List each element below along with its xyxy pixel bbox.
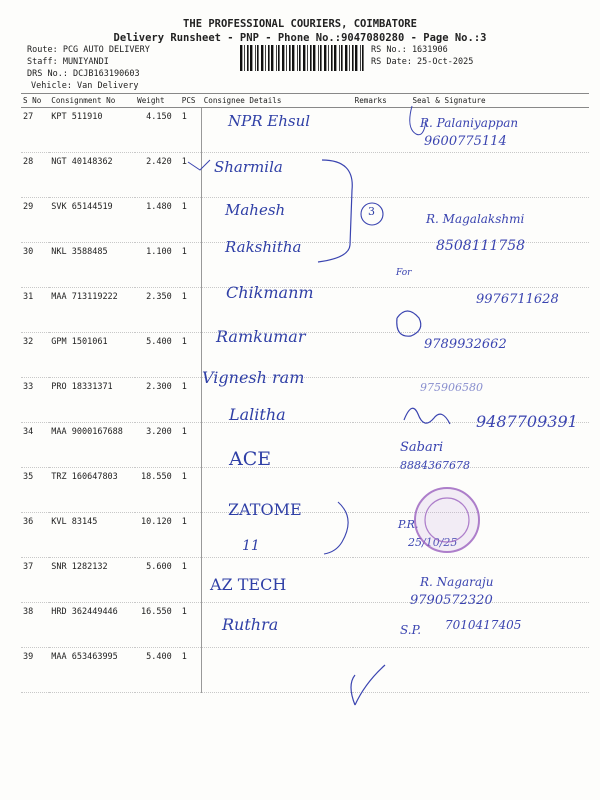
handwritten-consignee: Lalitha: [229, 405, 286, 424]
handwritten-phone: 8508111758: [436, 238, 526, 254]
bracket-stroke: [324, 502, 348, 554]
row-weight: 10.120: [135, 513, 180, 558]
handwritten-phone: 9600775114: [424, 134, 507, 149]
pen-check: [188, 160, 210, 170]
col-consignment: Consignment No: [49, 94, 135, 108]
row-pcs: 1: [180, 243, 202, 288]
col-weight: Weight: [135, 94, 180, 108]
row-sno: 27: [21, 108, 49, 153]
row-pcs: 1: [180, 603, 202, 648]
row-pcs: 1: [180, 558, 202, 603]
company-title: THE PROFESSIONAL COURIERS, COIMBATORE: [183, 18, 417, 30]
row-consignment-no: NGT 40148362: [49, 153, 135, 198]
row-pcs: 1: [180, 198, 202, 243]
handwritten-signature: R. Palaniyappan: [420, 116, 519, 130]
handwritten-consignee: NPR Ehsul: [228, 112, 311, 130]
row-consignment-no: MAA 713119222: [49, 288, 135, 333]
row-sno: 31: [21, 288, 49, 333]
drs-number: DRS No.: DCJB163190603: [27, 69, 140, 79]
handwritten-signature: P.R.: [398, 518, 419, 531]
handwritten-phone: 9790572320: [410, 593, 493, 608]
row-consignment-no: MAA 9000167688: [49, 423, 135, 468]
row-consignment-no: SVK 65144519: [49, 198, 135, 243]
row-consignment-no: KPT 511910: [49, 108, 135, 153]
bracket-count-note: 3: [368, 205, 375, 218]
row-pcs: 1: [180, 288, 202, 333]
rs-number: RS No.: 1631906: [371, 45, 448, 55]
row-weight: 18.550: [135, 468, 180, 513]
row-pcs: 1: [180, 648, 202, 693]
row-consignment-no: HRD 362449446: [49, 603, 135, 648]
row-weight: 4.150: [135, 108, 180, 153]
row-consignment-no: PRO 18331371: [49, 378, 135, 423]
handwritten-phone: 9789932662: [424, 337, 507, 352]
handwritten-phone: 7010417405: [445, 618, 522, 632]
row-sno: 35: [21, 468, 49, 513]
row-pcs: 1: [180, 153, 202, 198]
handwritten-note: For: [396, 268, 412, 278]
rs-date: RS Date: 25-Oct-2025: [371, 57, 474, 67]
row-sno: 28: [21, 153, 49, 198]
row-sno: 36: [21, 513, 49, 558]
row-pcs: 1: [180, 378, 202, 423]
handwritten-phone: 9487709391: [476, 412, 578, 431]
handwritten-phone: 8884367678: [400, 459, 470, 472]
row-weight: 2.420: [135, 153, 180, 198]
row-consignment-no: MAA 653463995: [49, 648, 135, 693]
scribble-mark: [397, 311, 421, 336]
handwritten-consignee: Sharmila: [214, 158, 283, 176]
row-sno: 30: [21, 243, 49, 288]
col-seal-signature: Seal & Signature: [410, 94, 589, 108]
handwritten-signature: R. Magalakshmi: [426, 212, 525, 226]
handwritten-signature: Sabari: [400, 440, 444, 455]
col-pcs: PCS: [180, 94, 202, 108]
col-consignee: Consignee Details: [202, 94, 353, 108]
row-weight: 5.400: [135, 648, 180, 693]
row-consignment-no: SNR 1282132: [49, 558, 135, 603]
row-sno: 32: [21, 333, 49, 378]
vehicle-label: Vehicle: Van Delivery: [31, 81, 139, 91]
handwritten-phone: 975906580: [420, 381, 483, 394]
handwritten-consignee: Vignesh ram: [202, 368, 305, 387]
handwritten-consignee: Chikmanm: [226, 283, 314, 302]
company-stamp: [415, 488, 479, 552]
scribble-mark: [410, 106, 426, 135]
handwritten-consignee: ACE: [229, 448, 272, 470]
bracket-count-circle: [361, 203, 383, 225]
handwritten-signature: S.P.: [400, 623, 422, 637]
row-weight: 2.300: [135, 378, 180, 423]
row-sno: 34: [21, 423, 49, 468]
handwritten-consignee: Ruthra: [222, 615, 279, 634]
handwritten-consignee: ZATOME: [228, 500, 302, 519]
consignee-bracket: [318, 160, 352, 262]
row-pcs: 1: [180, 468, 202, 513]
scribble-mark: [404, 408, 450, 424]
row-sno: 38: [21, 603, 49, 648]
handwritten-date: 25/10/25: [408, 536, 458, 549]
handwritten-consignee: AZ TECH: [210, 575, 287, 594]
handwritten-consignee: Mahesh: [225, 201, 286, 219]
handwritten-signature: R. Nagaraju: [420, 575, 494, 589]
row-weight: 2.350: [135, 288, 180, 333]
row-sno: 37: [21, 558, 49, 603]
row-consignment-no: NKL 3588485: [49, 243, 135, 288]
staff-label: Staff: MUNIYANDI: [27, 57, 109, 67]
row-weight: 3.200: [135, 423, 180, 468]
row-pcs: 1: [180, 108, 202, 153]
row-weight: 5.600: [135, 558, 180, 603]
row-consignment-no: TRZ 160647803: [49, 468, 135, 513]
col-remarks: Remarks: [353, 94, 411, 108]
row-weight: 1.480: [135, 198, 180, 243]
row-sno: 39: [21, 648, 49, 693]
row-consignment-no: KVL 83145: [49, 513, 135, 558]
row-sno: 29: [21, 198, 49, 243]
row-pcs: 1: [180, 513, 202, 558]
handwritten-consignee: 11: [242, 538, 260, 554]
handwritten-phone: 9976711628: [476, 292, 559, 307]
tick-mark: [351, 665, 385, 705]
col-sno: S No: [21, 94, 49, 108]
row-pcs: 1: [180, 333, 202, 378]
row-consignment-no: GPM 1501061: [49, 333, 135, 378]
runsheet-title: Delivery Runsheet - PNP - Phone No.:9047080280 - Page No.:3: [113, 32, 487, 44]
route-label: Route: PCG AUTO DELIVERY: [27, 45, 150, 55]
row-pcs: 1: [180, 423, 202, 468]
row-weight: 1.100: [135, 243, 180, 288]
handwritten-consignee: Rakshitha: [225, 238, 302, 256]
handwritten-consignee: Ramkumar: [216, 327, 306, 346]
row-sno: 33: [21, 378, 49, 423]
row-weight: 16.550: [135, 603, 180, 648]
row-weight: 5.400: [135, 333, 180, 378]
